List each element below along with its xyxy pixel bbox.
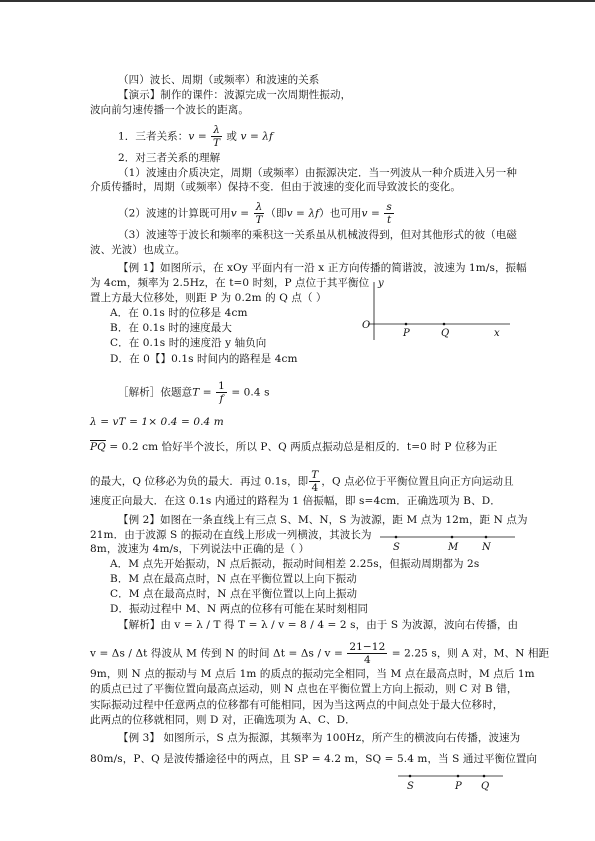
var-v: v [361,207,368,220]
point-n-dot [485,536,488,539]
numerator: 1 [218,380,225,392]
ex1-q2: 为 4cm，频率为 2.5Hz，在 t=0 时刻，P 点位于其平衡位 [90,277,370,289]
result: = 0.4 s [227,386,270,399]
ex3-q1: 【例 3】 如图所示，S 点为振源，其频率为 100Hz，所产生的横波向右传播，波速为 [118,732,521,744]
ex1-figure [360,278,520,348]
point-q-dot [443,323,446,326]
numerator: λ [255,201,263,213]
point-m-dot [451,536,454,539]
p-label: P [455,781,462,792]
eq-sign: = [236,207,253,220]
pq-segment: $\overline{PQ}$ [90,441,106,453]
formula-vlf: v = λf [240,130,274,143]
solution-prefix: ［解析］依题意 [118,386,193,399]
solution-text-a: v = Δs / Δt 得波从 M 传到 N 的时间 Δt = Δs / v = [90,647,347,660]
point-3b: 介质传播时，周期（或频率）保持不变．但由于波速的变化而导致波长的变化。 [90,181,461,193]
or-text: 或 [222,130,241,143]
numerator: s [386,201,392,213]
ex2-solution-2 [90,641,549,666]
demo-line-1 [118,89,351,102]
demo-line-2: 波向前匀速传播一个波长的距离。 [90,104,249,116]
ex2-q1: 【例 2】如图在一条直线上有三点 S、M、N，S 为波源，距 M 点为 12m，距 N 点为 [118,514,528,526]
fraction-s-t [384,201,394,226]
var-v: v [188,130,195,143]
denominator: 4 [311,482,319,494]
point-s-dot [409,775,412,778]
section-title: （四）波长、周期（或频率）和波速的关系 [118,74,320,86]
ex1-q1: 【例 1】如图所示，在 xOy 平面内有一沿 x 正方向传播的简谐波，波速为 1m/s，振幅 [118,262,527,274]
ex2-option-b: B．M 点在最高点时，N 点在平衡位置以上向下振动 [110,573,357,585]
ex1-analysis-3: 速度正向最大．在这 0.1s 内通过的路程为 1 倍振幅，即 s=4cm．正确选项为 B、D． [90,495,501,507]
n-label: N [482,542,491,553]
point-p-dot [457,775,460,778]
point-2: 2．对三者关系的理解 [118,152,221,164]
ex2-option-a: A．M 点先开始振动，N 点后振动，振动时间相差 2.25s，但振动周期都为 2s [110,558,480,570]
denominator: f [219,393,224,405]
eq-sign: = [367,207,384,220]
ex3-q2: 80m/s，P、Q 是波传播途径中的两点，且 SP = 4.2 m，SQ = 5.4 m，当 S 通过平衡位置向 [90,753,538,765]
ex1-q3: 置上方最大位移处，则距 P 为 0.2m 的 Q 点（ ） [90,292,327,304]
origin-label: O [362,320,371,331]
ex1-solution-T [118,380,270,405]
relation-line [118,124,273,149]
fraction-lambda-T [211,124,222,149]
point-5a: （3）波速等于波长和频率的乘积这一关系虽从机械波得到，但对其他形式的彼（电磁 [118,229,517,241]
var-T: T [192,386,200,399]
demo-tag: 【演示】 [118,89,161,101]
x-label: x [494,328,500,339]
point-p-dot [405,323,408,326]
ex1-option-c: C．在 0.1s 时的速度沿 y 轴负向 [110,337,267,349]
denominator: 4 [363,654,371,666]
p4-text-a: （2）波速的计算既可用 [118,207,231,220]
numerator: T [311,469,319,481]
ex2-solution-5: 实际振动过程中任意两点的位移都有可能相同，因为当这两点的中间点处于最大位移时， [90,699,504,711]
fraction-T-4 [309,469,320,494]
ex2-solution-6: 此两点的位移就相同，则 D 对，正确选项为 A、C、D． [90,714,356,726]
ex2-q3: 8m，波速为 4m/s，下列说法中正确的是（ ） [90,543,310,555]
y-label: y [378,278,384,289]
p-label: P [403,328,410,339]
ex2-solution-4: 的质点已过了平衡位置向最高点运动，则 N 点也在平衡位置上方向上振动，则 C 对 B 错， [90,683,518,695]
top-border [0,0,595,2]
ex2-figure [380,530,520,556]
ex2-option-c: C．M 点在最高点时，N 点在平衡位置以上向上振动 [110,588,358,600]
ex1-lambda: λ = vT = 1× 0.4 = 0.4 m [90,416,224,428]
demo-text: 制作的课件：波源完成一次周期性振动， [160,89,352,101]
ex2-solution-3: 9m，则 N 点的振动与 M 点后 1m 的质点的振动完全相同，当 M 点在最高点时，M 点后 1m [90,668,535,680]
analysis-text: = 0.2 cm 恰好半个波长，所以 P、Q 两质点振动总是相反的．t=0 时 P 位移为正 [105,441,498,453]
s-label: S [393,542,400,553]
q-label: Q [441,328,450,339]
analysis-text-b: ，Q 点必位于平衡位置且向正方向运动且 [321,475,514,488]
m-label: M [448,542,459,553]
s-label: S [407,781,414,792]
denominator: T [255,214,263,226]
ex2-option-d: D．振动过程中 M、N 两点的位移有可能在某时刻相同 [110,603,369,615]
ex1-option-d: D．在 0【】0.1s 时间内的路程是 4cm [110,353,298,365]
point-s-dot [395,536,398,539]
formula-vlf: v = λf [286,207,320,220]
relation-label: 1．三者关系： [118,130,189,143]
eq-sign: = [194,130,211,143]
point-4 [118,201,395,226]
var-v: v [230,207,237,220]
fraction-lambda-T [254,201,265,226]
eq-sign: = [199,386,216,399]
denominator: t [386,214,392,226]
denominator: T [213,137,221,149]
fraction-1-f [216,380,227,405]
point-q-dot [483,775,486,778]
numerator: 21−12 [349,641,386,653]
ex1-analysis-1 [90,441,497,454]
point-3a: （1）波速由介质决定，周期（或频率）由振源决定．当一列波从一种介质进入另一种 [118,167,517,179]
analysis-text-a: 的最大，Q 位移必为负的最大．再过 0.1s，即 [90,475,309,488]
ex1-analysis-2 [90,469,514,494]
q-label: Q [481,781,490,792]
ex2-solution-1: 【解析】由 v = λ / T 得 T = λ / v = 8 / 4 = 2 s，由于 S 为波源，波向右传播，由 [118,619,519,631]
ex2-q2: 21m．由于波源 S 的振动在直线上形成一列横波，其波长为 [90,529,372,541]
numerator: λ [213,124,220,136]
ex1-option-b: B．在 0.1s 时的速度最大 [110,322,232,334]
fraction-21-12-4 [347,641,387,666]
ex3-figure [398,770,508,794]
p4-text-c: ）也可用 [319,207,362,220]
point-5b: 波、光波）也成立。 [90,244,186,256]
ex1-option-a: A．在 0.1s 时的位移是 4cm [110,307,248,319]
solution-text-b: = 2.25 s，则 A 对，M、N 相距 [388,647,550,660]
p4-text-b: （即 [265,207,287,220]
